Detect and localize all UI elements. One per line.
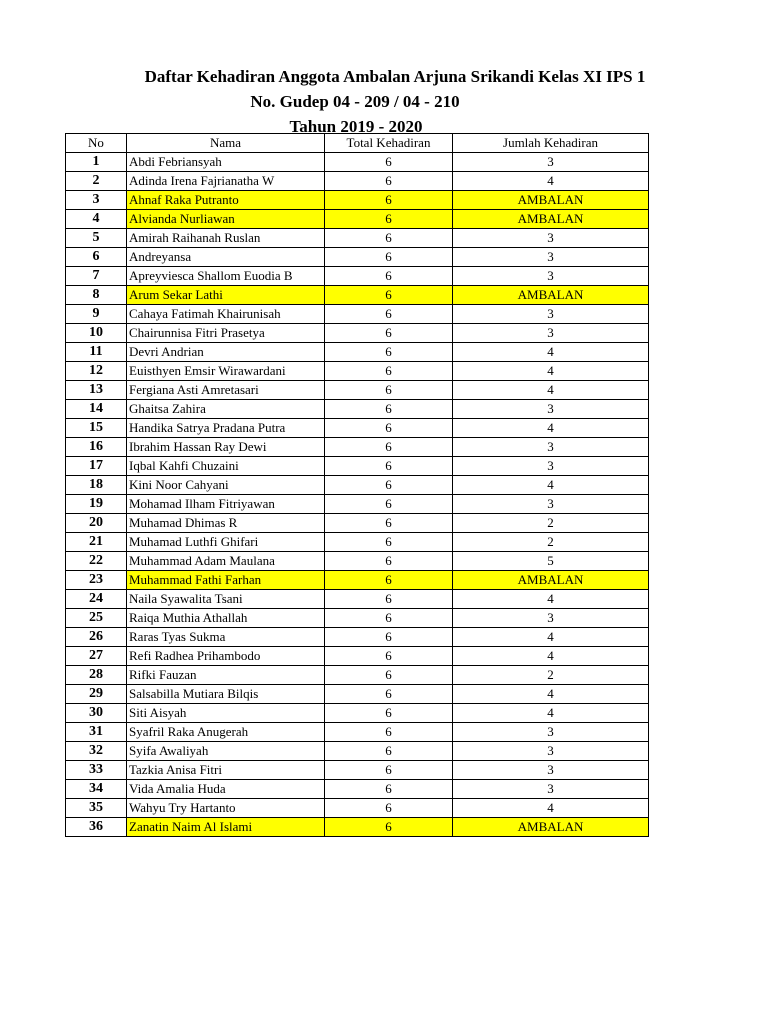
jumlah-kehadiran: 4 — [453, 704, 649, 723]
header-no: No — [66, 134, 127, 153]
jumlah-kehadiran: 3 — [453, 457, 649, 476]
row-number: 13 — [66, 381, 127, 400]
total-kehadiran: 6 — [325, 742, 453, 761]
total-kehadiran: 6 — [325, 818, 453, 837]
member-name: Cahaya Fatimah Khairunisah — [127, 305, 325, 324]
table-row — [66, 495, 649, 514]
jumlah-kehadiran: 3 — [453, 248, 649, 267]
total-kehadiran: 6 — [325, 343, 453, 362]
table-row — [66, 191, 649, 210]
jumlah-kehadiran: 3 — [453, 305, 649, 324]
row-number: 5 — [66, 229, 127, 248]
member-name: Ibrahim Hassan Ray Dewi — [127, 438, 325, 457]
table-row — [66, 609, 649, 628]
member-name: Siti Aisyah — [127, 704, 325, 723]
row-number: 26 — [66, 628, 127, 647]
member-name: Rifki Fauzan — [127, 666, 325, 685]
row-number: 25 — [66, 609, 127, 628]
table-row — [66, 552, 649, 571]
member-name: Chairunnisa Fitri Prasetya — [127, 324, 325, 343]
row-number: 11 — [66, 343, 127, 362]
row-number: 4 — [66, 210, 127, 229]
row-number: 17 — [66, 457, 127, 476]
jumlah-kehadiran: 4 — [453, 381, 649, 400]
member-name: Tazkia Anisa Fitri — [127, 761, 325, 780]
total-kehadiran: 6 — [325, 210, 453, 229]
total-kehadiran: 6 — [325, 704, 453, 723]
total-kehadiran: 6 — [325, 723, 453, 742]
jumlah-kehadiran: 5 — [453, 552, 649, 571]
table-row — [66, 343, 649, 362]
total-kehadiran: 6 — [325, 495, 453, 514]
table-row — [66, 571, 649, 590]
member-name: Muhammad Fathi Farhan — [127, 571, 325, 590]
row-number: 12 — [66, 362, 127, 381]
total-kehadiran: 6 — [325, 533, 453, 552]
row-number: 8 — [66, 286, 127, 305]
total-kehadiran: 6 — [325, 799, 453, 818]
jumlah-kehadiran: 2 — [453, 533, 649, 552]
jumlah-kehadiran: 4 — [453, 419, 649, 438]
row-number: 34 — [66, 780, 127, 799]
member-name: Amirah Raihanah Ruslan — [127, 229, 325, 248]
member-name: Adinda Irena Fajrianatha W — [127, 172, 325, 191]
member-name: Refi Radhea Prihambodo — [127, 647, 325, 666]
total-kehadiran: 6 — [325, 153, 453, 172]
total-kehadiran: 6 — [325, 647, 453, 666]
member-name: Naila Syawalita Tsani — [127, 590, 325, 609]
row-number: 7 — [66, 267, 127, 286]
member-name: Muhammad Adam Maulana — [127, 552, 325, 571]
row-number: 23 — [66, 571, 127, 590]
table-body — [66, 153, 649, 837]
member-name: Syifa Awaliyah — [127, 742, 325, 761]
jumlah-kehadiran: AMBALAN — [453, 571, 649, 590]
jumlah-kehadiran: AMBALAN — [453, 191, 649, 210]
row-number: 9 — [66, 305, 127, 324]
row-number: 20 — [66, 514, 127, 533]
row-number: 1 — [66, 153, 127, 172]
table-row — [66, 723, 649, 742]
total-kehadiran: 6 — [325, 267, 453, 286]
member-name: Euisthyen Emsir Wirawardani — [127, 362, 325, 381]
row-number: 2 — [66, 172, 127, 191]
row-number: 21 — [66, 533, 127, 552]
member-name: Mohamad Ilham Fitriyawan — [127, 495, 325, 514]
total-kehadiran: 6 — [325, 552, 453, 571]
jumlah-kehadiran: 4 — [453, 647, 649, 666]
member-name: Ahnaf Raka Putranto — [127, 191, 325, 210]
total-kehadiran: 6 — [325, 571, 453, 590]
total-kehadiran: 6 — [325, 685, 453, 704]
jumlah-kehadiran: 3 — [453, 609, 649, 628]
row-number: 33 — [66, 761, 127, 780]
total-kehadiran: 6 — [325, 609, 453, 628]
member-name: Andreyansa — [127, 248, 325, 267]
member-name: Kini Noor Cahyani — [127, 476, 325, 495]
attendance-table — [65, 133, 649, 837]
jumlah-kehadiran: 3 — [453, 400, 649, 419]
member-name: Fergiana Asti Amretasari — [127, 381, 325, 400]
table-row — [66, 704, 649, 723]
header-nama: Nama — [127, 134, 325, 153]
jumlah-kehadiran: 4 — [453, 362, 649, 381]
table-row — [66, 172, 649, 191]
jumlah-kehadiran: 3 — [453, 742, 649, 761]
school-year: Tahun 2019 - 2020 — [289, 117, 423, 136]
member-name: Handika Satrya Pradana Putra — [127, 419, 325, 438]
member-name: Alvianda Nurliawan — [127, 210, 325, 229]
gudep-number: No. Gudep 04 - 209 / 04 - 210 — [250, 92, 460, 111]
jumlah-kehadiran: 3 — [453, 267, 649, 286]
member-name: Syafril Raka Anugerah — [127, 723, 325, 742]
total-kehadiran: 6 — [325, 286, 453, 305]
member-name: Salsabilla Mutiara Bilqis — [127, 685, 325, 704]
table-row — [66, 742, 649, 761]
total-kehadiran: 6 — [325, 362, 453, 381]
table-row — [66, 438, 649, 457]
row-number: 30 — [66, 704, 127, 723]
table-row — [66, 628, 649, 647]
total-kehadiran: 6 — [325, 666, 453, 685]
table-row — [66, 400, 649, 419]
table-row — [66, 666, 649, 685]
table-header-row — [66, 134, 649, 153]
jumlah-kehadiran: 3 — [453, 723, 649, 742]
table-row — [66, 267, 649, 286]
total-kehadiran: 6 — [325, 248, 453, 267]
total-kehadiran: 6 — [325, 438, 453, 457]
row-number: 36 — [66, 818, 127, 837]
member-name: Muhamad Dhimas R — [127, 514, 325, 533]
jumlah-kehadiran: 4 — [453, 685, 649, 704]
table-row — [66, 229, 649, 248]
jumlah-kehadiran: 3 — [453, 153, 649, 172]
row-number: 31 — [66, 723, 127, 742]
jumlah-kehadiran: 4 — [453, 590, 649, 609]
table-row — [66, 381, 649, 400]
table-row — [66, 419, 649, 438]
total-kehadiran: 6 — [325, 514, 453, 533]
total-kehadiran: 6 — [325, 305, 453, 324]
jumlah-kehadiran: 4 — [453, 628, 649, 647]
jumlah-kehadiran: 2 — [453, 666, 649, 685]
jumlah-kehadiran: 4 — [453, 343, 649, 362]
member-name: Muhamad Luthfi Ghifari — [127, 533, 325, 552]
row-number: 6 — [66, 248, 127, 267]
total-kehadiran: 6 — [325, 172, 453, 191]
row-number: 35 — [66, 799, 127, 818]
row-number: 18 — [66, 476, 127, 495]
table-row — [66, 286, 649, 305]
member-name: Raiqa Muthia Athallah — [127, 609, 325, 628]
table-row — [66, 761, 649, 780]
jumlah-kehadiran: 3 — [453, 324, 649, 343]
total-kehadiran: 6 — [325, 191, 453, 210]
table-row — [66, 362, 649, 381]
table-row — [66, 476, 649, 495]
table-row — [66, 210, 649, 229]
jumlah-kehadiran: 4 — [453, 476, 649, 495]
total-kehadiran: 6 — [325, 761, 453, 780]
member-name: Ghaitsa Zahira — [127, 400, 325, 419]
table-row — [66, 248, 649, 267]
jumlah-kehadiran: 3 — [453, 761, 649, 780]
total-kehadiran: 6 — [325, 400, 453, 419]
jumlah-kehadiran: 3 — [453, 495, 649, 514]
member-name: Vida Amalia Huda — [127, 780, 325, 799]
row-number: 14 — [66, 400, 127, 419]
header-jumlah-kehadiran: Jumlah Kehadiran — [453, 134, 649, 153]
table-row — [66, 153, 649, 172]
member-name: Abdi Febriansyah — [127, 153, 325, 172]
total-kehadiran: 6 — [325, 628, 453, 647]
jumlah-kehadiran: 2 — [453, 514, 649, 533]
member-name: Apreyviesca Shallom Euodia B — [127, 267, 325, 286]
row-number: 24 — [66, 590, 127, 609]
row-number: 32 — [66, 742, 127, 761]
total-kehadiran: 6 — [325, 324, 453, 343]
row-number: 10 — [66, 324, 127, 343]
jumlah-kehadiran: AMBALAN — [453, 286, 649, 305]
member-name: Arum Sekar Lathi — [127, 286, 325, 305]
table-row — [66, 799, 649, 818]
member-name: Wahyu Try Hartanto — [127, 799, 325, 818]
table-row — [66, 457, 649, 476]
row-number: 16 — [66, 438, 127, 457]
total-kehadiran: 6 — [325, 229, 453, 248]
member-name: Zanatin Naim Al Islami — [127, 818, 325, 837]
member-name: Iqbal Kahfi Chuzaini — [127, 457, 325, 476]
total-kehadiran: 6 — [325, 419, 453, 438]
total-kehadiran: 6 — [325, 457, 453, 476]
table-row — [66, 533, 649, 552]
document-header — [0, 64, 768, 139]
jumlah-kehadiran: 4 — [453, 172, 649, 191]
row-number: 22 — [66, 552, 127, 571]
total-kehadiran: 6 — [325, 780, 453, 799]
member-name: Devri Andrian — [127, 343, 325, 362]
jumlah-kehadiran: 4 — [453, 799, 649, 818]
total-kehadiran: 6 — [325, 590, 453, 609]
table-row — [66, 305, 649, 324]
table-row — [66, 514, 649, 533]
jumlah-kehadiran: 3 — [453, 438, 649, 457]
total-kehadiran: 6 — [325, 381, 453, 400]
row-number: 27 — [66, 647, 127, 666]
table-row — [66, 685, 649, 704]
document-title: Daftar Kehadiran Anggota Ambalan Arjuna Srikandi Kelas XI IPS 1 — [144, 67, 646, 86]
row-number: 3 — [66, 191, 127, 210]
member-name: Raras Tyas Sukma — [127, 628, 325, 647]
table-row — [66, 324, 649, 343]
row-number: 15 — [66, 419, 127, 438]
row-number: 19 — [66, 495, 127, 514]
table-row — [66, 818, 649, 837]
jumlah-kehadiran: 3 — [453, 780, 649, 799]
jumlah-kehadiran: 3 — [453, 229, 649, 248]
jumlah-kehadiran: AMBALAN — [453, 210, 649, 229]
row-number: 28 — [66, 666, 127, 685]
table-row — [66, 780, 649, 799]
header-total-kehadiran: Total Kehadiran — [325, 134, 453, 153]
jumlah-kehadiran: AMBALAN — [453, 818, 649, 837]
total-kehadiran: 6 — [325, 476, 453, 495]
table-row — [66, 590, 649, 609]
row-number: 29 — [66, 685, 127, 704]
table-row — [66, 647, 649, 666]
